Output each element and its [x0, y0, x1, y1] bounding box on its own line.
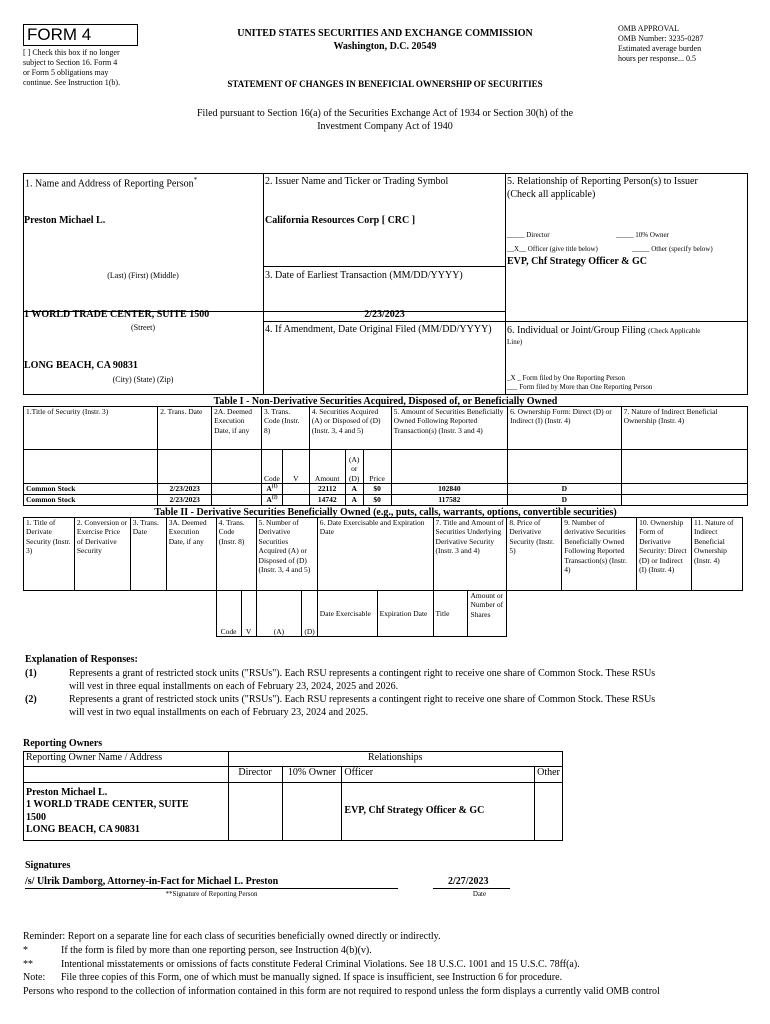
form-title: FORM 4	[27, 25, 92, 44]
t1-h-nature: 7. Nature of Indirect Beneficial Ownership (Instr. 4)	[621, 407, 747, 450]
t1-sub-v: V	[282, 450, 309, 484]
divider	[263, 173, 264, 395]
explanation-num-1: (1)	[25, 668, 37, 679]
footnote-star: If the form is filed by more than one reporting person, see Instruction 4(b)(v).	[61, 945, 372, 956]
reporting-person-street: 1 WORLD TRADE CENTER, SUITE 1500	[24, 309, 210, 320]
t2-sub-amount: Amount or Number of Shares	[468, 591, 507, 637]
signature-line	[25, 888, 398, 889]
t2-h-code: 4. Trans. Code (Instr. 8)	[216, 518, 256, 591]
check-box-note: [ ] Check this box if no longer subject to Section 16. Form 4 or Form 5 obligations may continue. See Instruction 1(b).	[23, 48, 121, 87]
divider	[263, 266, 506, 267]
box3-label: 3. Date of Earliest Transaction (MM/DD/YYYY)	[265, 270, 463, 281]
box6-label: 6. Individual or Joint/Group Filing (Check Applicable Line)	[507, 325, 701, 346]
box5-label: 5. Relationship of Reporting Person(s) to Issuer (Check all applicable)	[507, 176, 698, 200]
signatures-heading: Signatures	[25, 860, 71, 871]
footnote-star-mark: *	[23, 945, 28, 956]
box2-label: 2. Issuer Name and Ticker or Trading Symbol	[265, 176, 449, 187]
filing-option-one: _X _ Form filed by One Reporting Person	[507, 374, 626, 382]
t2-sub-expiration: Expiration Date	[377, 591, 433, 637]
t2-h-deemed: 3A. Deemed Execution Date, if any	[166, 518, 216, 591]
signature-date: 2/27/2023	[448, 876, 489, 887]
issuer-name: California Resources Corp [ CRC ]	[265, 215, 416, 226]
t1-sub-code: Code	[262, 450, 283, 484]
t2-sub-v: V	[241, 591, 256, 637]
divider	[505, 321, 748, 322]
note-mark: Note:	[23, 972, 46, 983]
t2-sub-code: Code	[216, 591, 241, 637]
owners-col-officer: Officer	[342, 767, 535, 783]
table2-title: Table II - Derivative Securities Beneficially Owned (e.g., puts, calls, warrants, options, convertible securities)	[154, 507, 617, 518]
owners-col-director: Director	[228, 767, 282, 783]
t1-h-code: 3. Trans. Code (Instr. 8)	[262, 407, 310, 450]
filing-option-more: ___ Form filed by More than One Reporting Person	[507, 383, 653, 391]
table1	[23, 406, 748, 506]
other-option: _____ Other (specify below)	[632, 245, 713, 253]
t1-h-securities: 4. Securities Acquired (A) or Disposed of (D) (Instr. 3, 4 and 5)	[309, 407, 391, 450]
officer-option: __X__ Officer (give title below)	[507, 245, 598, 253]
director-option: _____ Director	[507, 231, 550, 239]
t2-h-price: 8. Price of Derivative Security (Instr. 5)	[507, 518, 562, 591]
t1-h-owned: 5. Amount of Securities Beneficially Owned Following Reported Transaction(s) (Instr. 3 and 4)	[391, 407, 508, 450]
filed-pursuant: Filed pursuant to Section 16(a) of the Securities Exchange Act of 1934 or Section 30(h) of the Investment Company Act of 1940	[196, 108, 574, 132]
earliest-transaction-date: 2/23/2023	[364, 309, 405, 320]
table2	[23, 517, 743, 637]
date-hint: Date	[472, 890, 487, 898]
table1-title: Table I - Non-Derivative Securities Acquired, Disposed of, or Beneficially Owned	[213, 396, 558, 407]
table-row: Common Stock 2/23/2023 $A^{(2)}$ 14742 A $0 117582 D	[24, 495, 748, 506]
footnote-doublestar: Intentional misstatements or omissions of facts constitute Federal Criminal Violations. See 18 U.S.C. 1001 and 15 U.S.C. 78ff(a).	[61, 959, 580, 970]
t1-sub-aord: (A) or (D)	[345, 450, 363, 484]
t2-h-underlying: 7. Title and Amount of Securities Underlying Derivative Security (Instr. 3 and 4)	[433, 518, 507, 591]
reporting-person-city: LONG BEACH, CA 90831	[24, 360, 138, 371]
reminder: Reminder: Report on a separate line for each class of securities beneficially owned directly or indirectly.	[23, 931, 441, 942]
date-line	[433, 888, 510, 889]
footnote-doublestar-mark: **	[23, 959, 33, 970]
t2-h-conversion: 2. Conversion or Exercise Price of Derivative Security	[74, 518, 130, 591]
owners-table	[23, 751, 563, 841]
explanation-text-2: Represents a grant of restricted stock units ("RSUs"). Each RSU represents a contingent right to receive one share of Common Stock. These RSUs will vest in two equal installments on each of February 23, 2024 and 2025.	[69, 694, 656, 718]
explanation-num-2: (2)	[25, 694, 37, 705]
t2-h-number: 5. Number of Derivative Securities Acquired (A) or Disposed of (D) (Instr. 3, 4 and 5)	[256, 518, 317, 591]
officer-title: EVP, Chf Strategy Officer & GC	[507, 256, 647, 267]
box1-label: 1. Name and Address of Reporting Person*	[25, 176, 198, 190]
agency-name: UNITED STATES SECURITIES AND EXCHANGE COMMISSION Washington, D.C. 20549	[237, 28, 533, 52]
explanation-text-1: Represents a grant of restricted stock units ("RSUs"). Each RSU represents a contingent right to receive one share of Common Stock. These RSUs will vest in three equal installments on each of February 23, 2024, 2025 and 2026.	[69, 668, 656, 692]
t2-h-date: 3. Trans. Date	[130, 518, 166, 591]
owners-col-relationships: Relationships	[228, 752, 562, 767]
t1-sub-price: Price	[363, 450, 391, 484]
street-hint: (Street)	[131, 323, 155, 332]
explanation-heading: Explanation of Responses:	[25, 654, 138, 665]
omb-control-notice: Persons who respond to the collection of information contained in this form are not required to respond unless the form displays a currently valid OMB control	[23, 986, 660, 997]
t1-sub-amount: Amount	[309, 450, 345, 484]
t2-sub-d: (D)	[302, 591, 317, 637]
owners-col-other: Other	[534, 767, 562, 783]
t2-h-form: 10. Ownership Form of Derivative Security: Direct (D) or Indirect (I) (Instr. 4)	[637, 518, 692, 591]
city-hint: (City) (State) (Zip)	[112, 375, 174, 384]
t2-sub-exercisable: Date Exercisable	[317, 591, 377, 637]
reporting-person-name: Preston Michael L.	[24, 215, 106, 226]
owners-col-name: Reporting Owner Name / Address	[24, 752, 229, 767]
t1-h-date: 2. Trans. Date	[158, 407, 212, 450]
t2-h-exercisable: 6. Date Exercisable and Expiration Date	[317, 518, 433, 591]
divider	[505, 173, 506, 395]
table-row: Common Stock 2/23/2023 $A^{(1)}$ 22112 A $0 102840 D	[24, 484, 748, 495]
omb-approval: OMB APPROVAL OMB Number: 3235-0287 Estimated average burden hours per response... 0.5	[618, 24, 704, 63]
owner-name-address: Preston Michael L. 1 WORLD TRADE CENTER, SUITE 1500 LONG BEACH, CA 90831	[24, 783, 229, 841]
t2-sub-title: Title	[433, 591, 468, 637]
note-text: File three copies of this Form, one of which must be manually signed. If space is insufficient, see Instruction 6 for procedure.	[61, 972, 563, 983]
owners-heading: Reporting Owners	[23, 738, 103, 749]
t1-h-title: 1.Title of Security (Instr. 3)	[24, 407, 158, 450]
signature-name: /s/ Ulrik Damborg, Attorney-in-Fact for Michael L. Preston	[25, 876, 279, 887]
name-hint: (Last) (First) (Middle)	[107, 271, 179, 280]
t2-sub-a: (A)	[256, 591, 302, 637]
owners-col-ten: 10% Owner	[282, 767, 342, 783]
t1-h-form: 6. Ownership Form: Direct (D) or Indirect (I) (Instr. 4)	[508, 407, 621, 450]
t2-h-nature: 11. Nature of Indirect Beneficial Ownership (Instr. 4)	[691, 518, 742, 591]
owner-officer-title: EVP, Chf Strategy Officer & GC	[342, 783, 535, 841]
t2-h-title: 1. Title of Derivate Security (Instr. 3)	[24, 518, 75, 591]
t1-h-deemed: 2A. Deemed Execution Date, if any	[212, 407, 262, 450]
ten-percent-owner-option: _____ 10% Owner	[616, 231, 669, 239]
t2-h-owned: 9. Number of derivative Securities Beneficially Owned Following Reported Transaction(s) (Instr. 4)	[562, 518, 637, 591]
box4-label: 4. If Amendment, Date Original Filed (MM/DD/YYYY)	[265, 324, 492, 335]
statement-title: STATEMENT OF CHANGES IN BENEFICIAL OWNERSHIP OF SECURITIES	[227, 79, 543, 89]
signature-hint: **Signature of Reporting Person	[165, 890, 258, 898]
